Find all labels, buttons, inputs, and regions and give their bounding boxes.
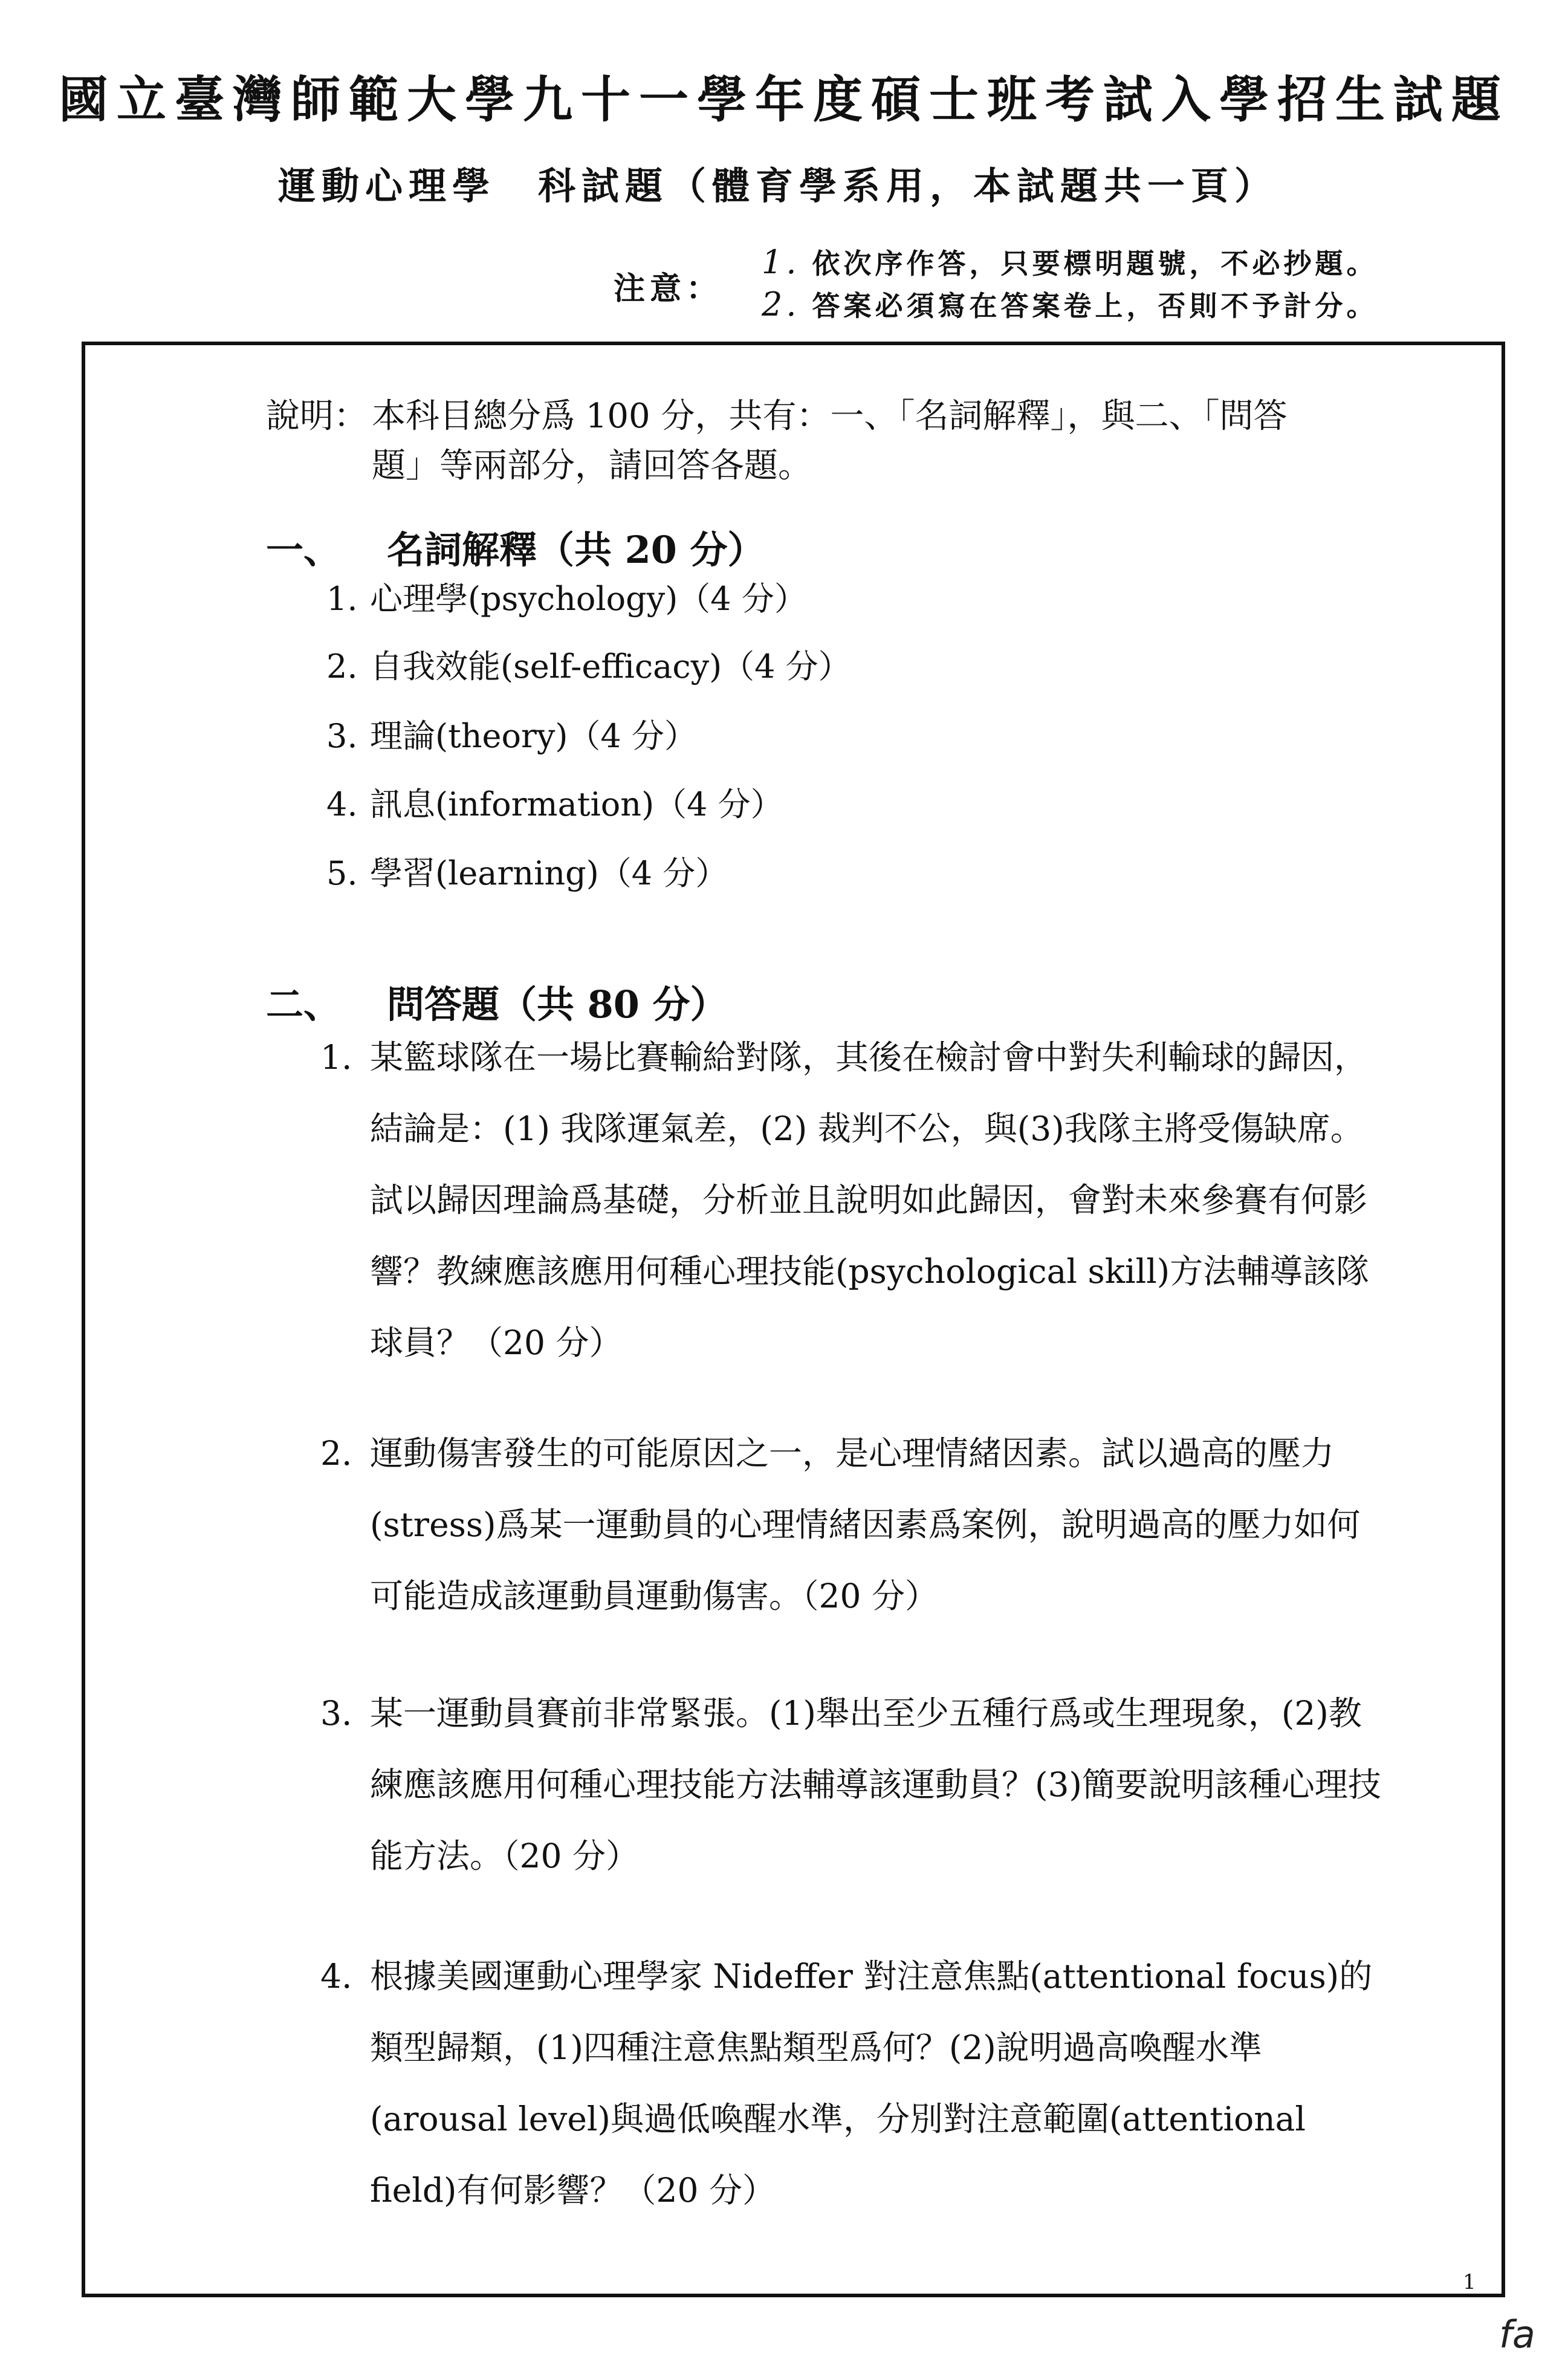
page-number: 1 bbox=[1463, 2270, 1476, 2294]
section-title: 名詞解釋（共 20 分） bbox=[387, 528, 765, 572]
notice-item bbox=[762, 242, 1378, 282]
question-text: 某一運動員賽前非常緊張。(1)舉出至少五種行爲或生理現象，(2)教練應該應用何種心理技能方法輔導該運動員？(3)簡要說明該種心理技能方法。（20 分） bbox=[370, 1694, 1381, 1875]
question-text: 運動傷害發生的可能原因之一，是心理情緒因素。試以過高的壓力(stress)爲某一運動員的心理情緒因素爲案例，說明過高的壓力如何可能造成該運動員運動傷害。（20 分） bbox=[370, 1434, 1361, 1615]
section-heading-terms bbox=[266, 520, 765, 574]
question-number: 2. bbox=[320, 1434, 352, 1473]
notice-label: 注意： bbox=[614, 270, 723, 307]
notice-text: 答案必須寫在答案卷上，否則不予計分。 bbox=[812, 290, 1378, 322]
question-item bbox=[320, 1678, 1384, 1892]
term-text: 心理學(psychology)（4 分） bbox=[370, 580, 807, 618]
term-text: 訊息(information)（4 分） bbox=[370, 785, 783, 823]
section-number: 一、 bbox=[266, 528, 342, 572]
term-number: 1. bbox=[326, 580, 358, 618]
term-item bbox=[326, 848, 728, 894]
notice-number: 2. bbox=[762, 285, 800, 323]
term-item bbox=[326, 641, 851, 687]
intro-label: 說明： bbox=[266, 397, 368, 436]
notice-item bbox=[762, 284, 1378, 324]
term-number: 3. bbox=[326, 717, 358, 755]
question-text: 某籃球隊在一場比賽輸給對隊，其後在檢討會中對失利輸球的歸因，結論是：(1) 我隊運氣差，(2) 裁判不公，與(3)我隊主將受傷缺席。試以歸因理論爲基礎，分析並且說明如此歸因，會對未來參賽有何影響？教練應該應用何種心理技能(psychological skill)方法輔導該隊球員？（20 分） bbox=[370, 1038, 1370, 1362]
term-number: 2. bbox=[326, 647, 358, 686]
handwritten-note: fa bbox=[1499, 2312, 1535, 2357]
subject-name: 運動心理學 bbox=[278, 164, 496, 208]
question-item bbox=[320, 1941, 1384, 2226]
term-item bbox=[326, 573, 807, 620]
question-item bbox=[320, 1418, 1384, 1632]
question-number: 1. bbox=[320, 1038, 352, 1077]
section-number: 二、 bbox=[266, 982, 342, 1027]
exam-title: 國立臺灣師範大學九十一學年度碩士班考試入學招生試題 bbox=[58, 71, 1509, 129]
term-item bbox=[326, 710, 697, 757]
term-number: 4. bbox=[326, 785, 358, 823]
term-text: 理論(theory)（4 分） bbox=[370, 717, 697, 755]
question-number: 3. bbox=[320, 1694, 352, 1733]
question-number: 4. bbox=[320, 1957, 352, 1996]
question-item bbox=[320, 1022, 1384, 1378]
subject-suffix: 科試題（體育學系用，本試題共一頁） bbox=[538, 164, 1278, 208]
section-heading-questions bbox=[266, 975, 727, 1028]
section-title: 問答題（共 80 分） bbox=[387, 982, 728, 1027]
notice-number: 1. bbox=[762, 243, 800, 281]
subject-line bbox=[278, 156, 1278, 210]
term-number: 5. bbox=[326, 854, 358, 892]
term-item bbox=[326, 779, 783, 825]
notice-text: 依次序作答，只要標明題號，不必抄題。 bbox=[812, 247, 1378, 280]
intro-paragraph bbox=[266, 392, 1330, 491]
intro-text: 本科目總分爲 100 分，共有：一、「名詞解釋」，與二、「問答題」等兩部分，請回答各題。 bbox=[372, 397, 1288, 485]
question-text: 根據美國運動心理學家 Nideffer 對注意焦點(attentional focus)的類型歸類，(1)四種注意焦點類型爲何？(2)說明過高喚醒水準(arousal level)與過低喚醒水準，分別對注意範圍(attentional field)有何影響？（20 分） bbox=[370, 1957, 1373, 2210]
term-text: 學習(learning)（4 分） bbox=[370, 854, 728, 892]
term-text: 自我效能(self-efficacy)（4 分） bbox=[370, 647, 851, 686]
